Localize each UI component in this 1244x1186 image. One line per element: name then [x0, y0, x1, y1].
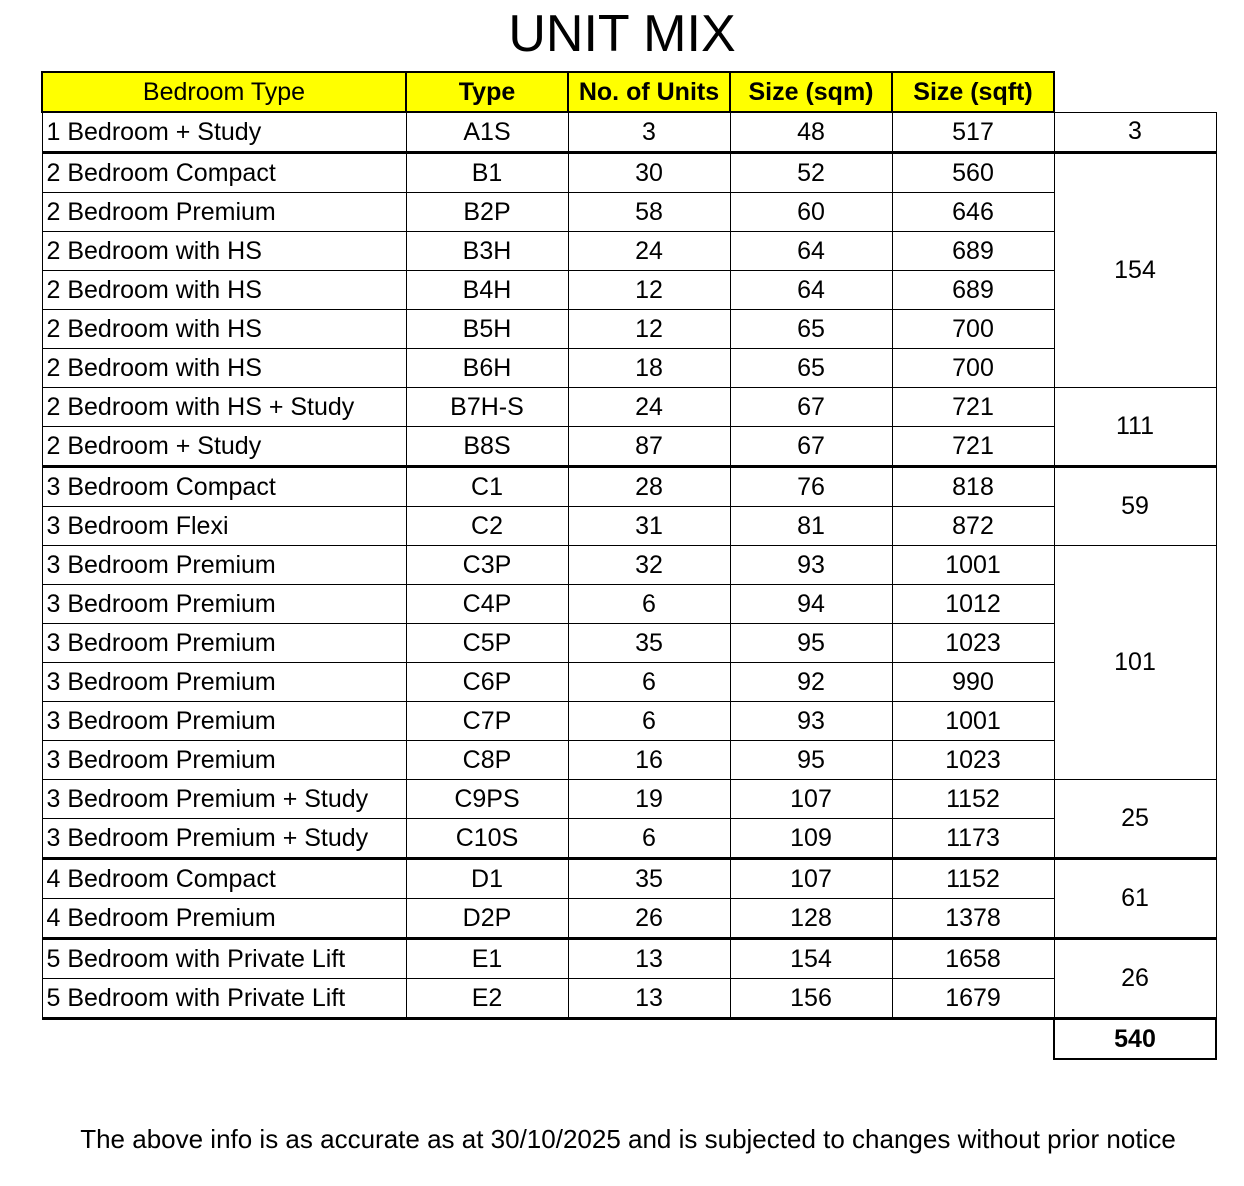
size-sqft-cell: 1173: [892, 819, 1054, 859]
units-cell: 16: [568, 741, 730, 780]
table-row: [42, 507, 1216, 546]
type-cell: B3H: [406, 232, 568, 271]
size-sqft-cell: 646: [892, 193, 1054, 232]
size-sqft-cell: 1001: [892, 702, 1054, 741]
type-cell: C3P: [406, 546, 568, 585]
units-cell: 32: [568, 546, 730, 585]
units-cell: 30: [568, 153, 730, 193]
units-cell: 24: [568, 232, 730, 271]
group-subtotal-cell: 154: [1054, 153, 1216, 388]
table-row: [42, 663, 1216, 702]
table-row: [42, 702, 1216, 741]
size-sqm-cell: 65: [730, 349, 892, 388]
table-row: [42, 271, 1216, 310]
type-cell: E2: [406, 979, 568, 1019]
units-cell: 28: [568, 467, 730, 507]
bedroom-type-cell: 3 Bedroom Premium + Study: [42, 780, 406, 819]
size-sqft-cell: 689: [892, 232, 1054, 271]
type-cell: B1: [406, 153, 568, 193]
size-sqm-cell: 107: [730, 780, 892, 819]
table-row: [42, 585, 1216, 624]
units-cell: 35: [568, 859, 730, 899]
table-row: [42, 467, 1216, 507]
size-sqm-cell: 65: [730, 310, 892, 349]
type-cell: A1S: [406, 112, 568, 153]
type-cell: B4H: [406, 271, 568, 310]
units-cell: 13: [568, 939, 730, 979]
bedroom-type-cell: 5 Bedroom with Private Lift: [42, 939, 406, 979]
type-cell: C4P: [406, 585, 568, 624]
table-row: [42, 193, 1216, 232]
units-cell: 31: [568, 507, 730, 546]
units-cell: 26: [568, 899, 730, 939]
bedroom-type-cell: 3 Bedroom Premium: [42, 546, 406, 585]
table-row: [42, 112, 1216, 153]
group-subtotal-cell: 101: [1054, 546, 1216, 780]
size-sqft-cell: 872: [892, 507, 1054, 546]
total-row: [42, 1019, 1216, 1060]
size-sqft-cell: 1679: [892, 979, 1054, 1019]
bedroom-type-cell: 2 Bedroom with HS: [42, 232, 406, 271]
bedroom-type-cell: 3 Bedroom Premium: [42, 624, 406, 663]
bedroom-type-cell: 3 Bedroom Premium + Study: [42, 819, 406, 859]
units-cell: 58: [568, 193, 730, 232]
size-sqm-cell: 67: [730, 388, 892, 427]
size-sqm-cell: 95: [730, 624, 892, 663]
units-cell: 13: [568, 979, 730, 1019]
page-title: UNIT MIX: [508, 5, 736, 63]
type-cell: C6P: [406, 663, 568, 702]
group-subtotal-cell: 61: [1054, 859, 1216, 939]
size-sqft-cell: 689: [892, 271, 1054, 310]
group-subtotal-cell: 111: [1054, 388, 1216, 467]
units-cell: 3: [568, 112, 730, 153]
table-row: [42, 859, 1216, 899]
size-sqm-cell: 156: [730, 979, 892, 1019]
size-sqm-cell: 154: [730, 939, 892, 979]
unit-mix-table: [41, 71, 1217, 1060]
header-bedroom-type: Bedroom Type: [42, 72, 406, 112]
size-sqft-cell: 700: [892, 349, 1054, 388]
table-row: [42, 780, 1216, 819]
table-row: [42, 349, 1216, 388]
size-sqm-cell: 93: [730, 546, 892, 585]
header-blank: [1054, 72, 1216, 112]
bedroom-type-cell: 3 Bedroom Premium: [42, 741, 406, 780]
bedroom-type-cell: 3 Bedroom Premium: [42, 585, 406, 624]
table-row: [42, 979, 1216, 1019]
size-sqft-cell: 1023: [892, 624, 1054, 663]
bedroom-type-cell: 3 Bedroom Premium: [42, 702, 406, 741]
size-sqm-cell: 81: [730, 507, 892, 546]
size-sqm-cell: 109: [730, 819, 892, 859]
table-row: [42, 819, 1216, 859]
size-sqm-cell: 95: [730, 741, 892, 780]
size-sqm-cell: 64: [730, 232, 892, 271]
size-sqft-cell: 560: [892, 153, 1054, 193]
size-sqm-cell: 76: [730, 467, 892, 507]
bedroom-type-cell: 4 Bedroom Premium: [42, 899, 406, 939]
type-cell: D2P: [406, 899, 568, 939]
header-row: [42, 72, 1216, 112]
size-sqm-cell: 67: [730, 427, 892, 467]
size-sqm-cell: 94: [730, 585, 892, 624]
size-sqft-cell: 1152: [892, 859, 1054, 899]
size-sqft-cell: 700: [892, 310, 1054, 349]
size-sqm-cell: 48: [730, 112, 892, 153]
type-cell: C1: [406, 467, 568, 507]
size-sqft-cell: 1152: [892, 780, 1054, 819]
table-row: [42, 741, 1216, 780]
header-size-sqft: Size (sqft): [892, 72, 1054, 112]
table-row: [42, 310, 1216, 349]
type-cell: C7P: [406, 702, 568, 741]
bedroom-type-cell: 3 Bedroom Premium: [42, 663, 406, 702]
table-row: [42, 232, 1216, 271]
bedroom-type-cell: 2 Bedroom + Study: [42, 427, 406, 467]
type-cell: B8S: [406, 427, 568, 467]
bedroom-type-cell: 2 Bedroom with HS: [42, 271, 406, 310]
bedroom-type-cell: 2 Bedroom with HS: [42, 349, 406, 388]
size-sqft-cell: 818: [892, 467, 1054, 507]
size-sqft-cell: 721: [892, 427, 1054, 467]
type-cell: C9PS: [406, 780, 568, 819]
type-cell: D1: [406, 859, 568, 899]
group-subtotal-cell: 59: [1054, 467, 1216, 546]
table-row: [42, 939, 1216, 979]
type-cell: B5H: [406, 310, 568, 349]
units-cell: 18: [568, 349, 730, 388]
type-cell: C8P: [406, 741, 568, 780]
bedroom-type-cell: 4 Bedroom Compact: [42, 859, 406, 899]
bedroom-type-cell: 2 Bedroom Compact: [42, 153, 406, 193]
size-sqft-cell: 1001: [892, 546, 1054, 585]
size-sqm-cell: 64: [730, 271, 892, 310]
bedroom-type-cell: 2 Bedroom Premium: [42, 193, 406, 232]
size-sqm-cell: 93: [730, 702, 892, 741]
group-subtotal-cell: 25: [1054, 780, 1216, 859]
bedroom-type-cell: 2 Bedroom with HS + Study: [42, 388, 406, 427]
group-subtotal-cell: 26: [1054, 939, 1216, 1019]
units-cell: 19: [568, 780, 730, 819]
total-row-spacer: [42, 1019, 1054, 1060]
units-cell: 12: [568, 310, 730, 349]
header-size-sqm: Size (sqm): [730, 72, 892, 112]
type-cell: E1: [406, 939, 568, 979]
size-sqft-cell: 517: [892, 112, 1054, 153]
units-cell: 87: [568, 427, 730, 467]
header-units: No. of Units: [568, 72, 730, 112]
size-sqft-cell: 721: [892, 388, 1054, 427]
type-cell: C2: [406, 507, 568, 546]
table-row: [42, 153, 1216, 193]
bedroom-type-cell: 1 Bedroom + Study: [42, 112, 406, 153]
units-cell: 6: [568, 585, 730, 624]
size-sqm-cell: 107: [730, 859, 892, 899]
units-cell: 6: [568, 663, 730, 702]
size-sqm-cell: 128: [730, 899, 892, 939]
size-sqm-cell: 92: [730, 663, 892, 702]
type-cell: C10S: [406, 819, 568, 859]
group-subtotal-cell: 3: [1054, 112, 1216, 153]
units-cell: 12: [568, 271, 730, 310]
grand-total-cell: 540: [1054, 1019, 1216, 1060]
header-type: Type: [406, 72, 568, 112]
units-cell: 35: [568, 624, 730, 663]
table-row: [42, 899, 1216, 939]
table-row: [42, 427, 1216, 467]
bedroom-type-cell: 3 Bedroom Flexi: [42, 507, 406, 546]
size-sqft-cell: 1023: [892, 741, 1054, 780]
units-cell: 24: [568, 388, 730, 427]
type-cell: B2P: [406, 193, 568, 232]
type-cell: C5P: [406, 624, 568, 663]
size-sqm-cell: 60: [730, 193, 892, 232]
type-cell: B7H-S: [406, 388, 568, 427]
table-row: [42, 388, 1216, 427]
footnote: The above info is as accurate as at 30/10/2025 and is subjected to changes without prior notice: [80, 1124, 1176, 1154]
type-cell: B6H: [406, 349, 568, 388]
size-sqft-cell: 1658: [892, 939, 1054, 979]
units-cell: 6: [568, 819, 730, 859]
table-row: [42, 624, 1216, 663]
size-sqft-cell: 990: [892, 663, 1054, 702]
units-cell: 6: [568, 702, 730, 741]
bedroom-type-cell: 2 Bedroom with HS: [42, 310, 406, 349]
bedroom-type-cell: 5 Bedroom with Private Lift: [42, 979, 406, 1019]
size-sqft-cell: 1012: [892, 585, 1054, 624]
size-sqft-cell: 1378: [892, 899, 1054, 939]
table-row: [42, 546, 1216, 585]
bedroom-type-cell: 3 Bedroom Compact: [42, 467, 406, 507]
size-sqm-cell: 52: [730, 153, 892, 193]
